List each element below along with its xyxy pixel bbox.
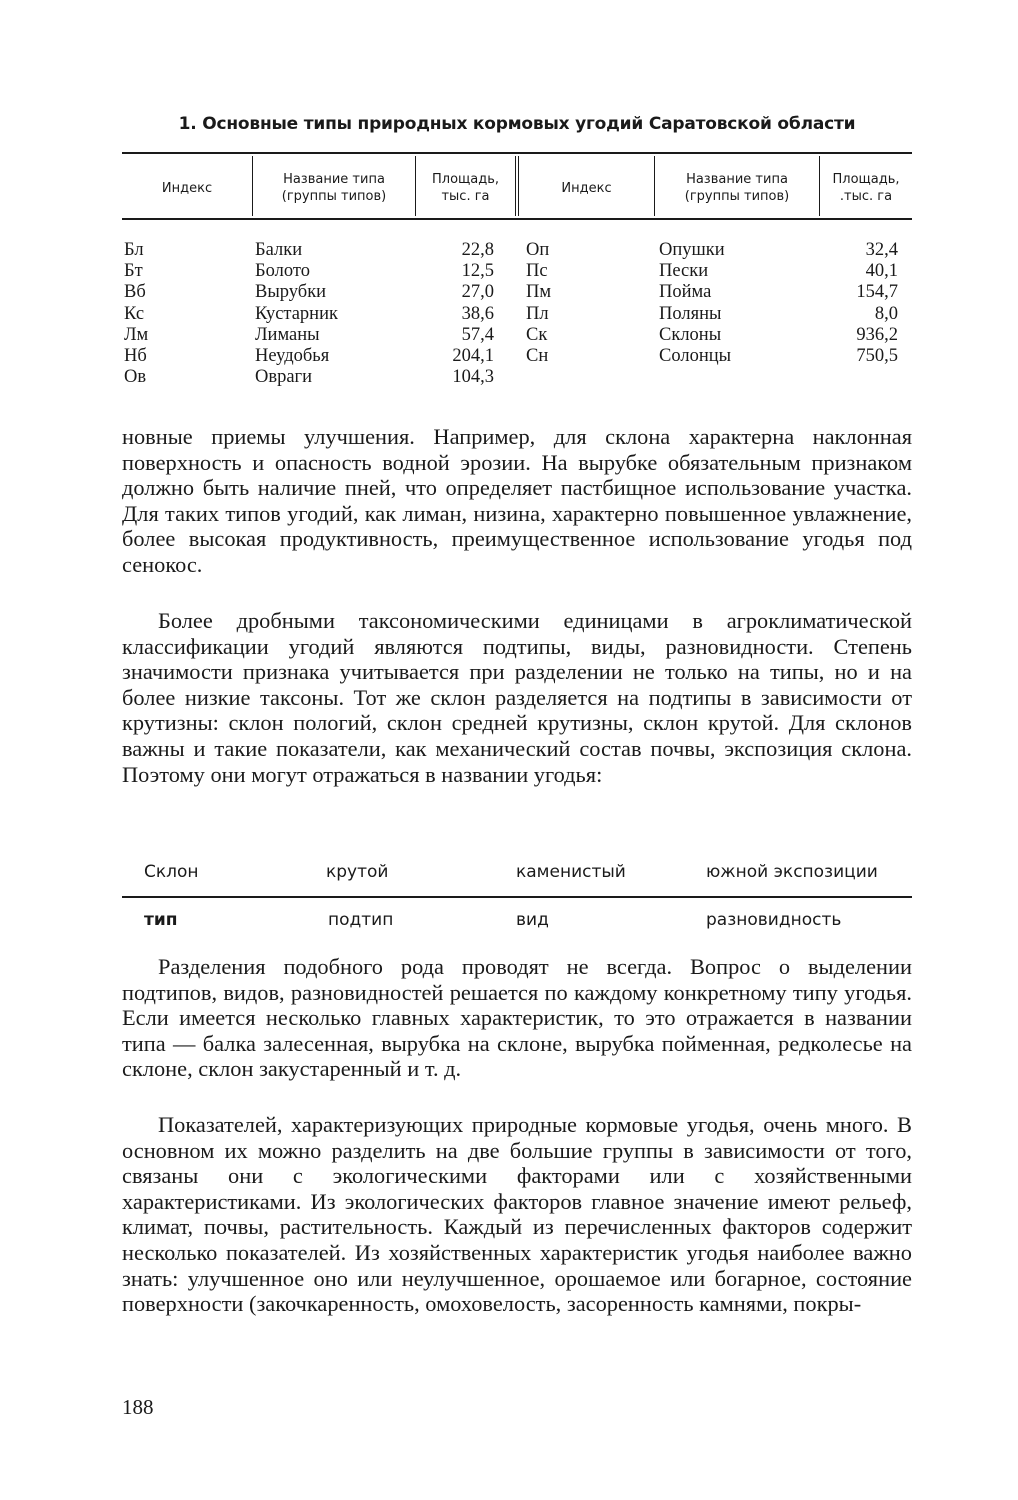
cell-area: 104,3 [452, 367, 494, 388]
table-row [122, 346, 912, 367]
header-area: Площадь, тыс. га [431, 172, 500, 204]
example-stony: каменистый [516, 862, 626, 882]
table-body [122, 240, 912, 388]
cell-index-2: Ск [526, 324, 548, 345]
cell-type-name: Балки [255, 240, 303, 260]
cell-area-2: 936,2 [856, 324, 898, 345]
text-block-2 [122, 608, 912, 787]
header-bottom-rule [122, 218, 912, 220]
cell-area-2: 154,7 [856, 282, 898, 303]
cell-index-2: Пм [526, 282, 552, 303]
cell-index-2: Сн [526, 345, 549, 366]
example-south-exposure: южной экспозиции [706, 862, 878, 882]
header-index-2: Индекс [561, 180, 612, 196]
paragraph: Показателей, характеризующих природные кормовые угодья, очень много. В основном их можно разделить на две большие группы в зависимости от того, связаны они с экологическими факторами или с хозяйственными характеристиками. Из экологических факторов главное значение имеют рельеф, климат, почвы, растительность. Каждый из перечисленных факторов содержит несколько показателей. Из хозяйственных характеристик угодья наиболее важно знать: улучшенное оно или неулучшенное, орошаемое или богарное, состояние поверхности (закочкаренность, омоховелость, засоренность камнями, покры- [122, 1112, 912, 1317]
cell-area-2: 32,4 [865, 240, 898, 260]
example-slope: Склон [144, 862, 199, 882]
level-species: вид [516, 910, 549, 930]
cell-area: 12,5 [461, 261, 494, 282]
cell-index-2: Пс [526, 261, 548, 282]
cell-area: 57,4 [461, 324, 494, 345]
header-area-2: Площадь, .тыс. га [832, 172, 900, 204]
paragraph: Более дробными таксономическими единицами в агроклиматической классификации угодий являются подтипы, виды, разновидности. Степень значимости признака учитывается при разделении не только на типы, но и на более низкие таксоны. Тот же склон разделяется на подтипы в зависимости от крутизны: склон пологий, склон средней крутизны, склон крутой. Для склонов важны и такие показатели, как механический состав почвы, экспозиция склона. Поэтому они могут отражаться в названии угодья: [122, 608, 912, 787]
cell-index-2: Пл [526, 303, 549, 324]
table-row [122, 261, 912, 282]
cell-type-name-2: Солонцы [659, 345, 732, 366]
header-type-name: Название типа (группы типов) [281, 172, 387, 204]
cell-type-name-2: Поляны [659, 303, 722, 324]
paragraph: новные приемы улучшения. Например, для склона характерна наклонная поверхность и опасность водной эрозии. На вырубке обязательным признаком должно быть наличие пней, что определяет пастбищное использование участка. Для таких типов угодий, как лиман, низина, характерно повышенное увлажнение, более высокая продуктивность, преимущественное использование угодья под сенокос. [122, 424, 912, 577]
text-block-1 [122, 424, 912, 578]
cell-index-2: Оп [526, 240, 550, 260]
column-divider [515, 156, 516, 216]
example-table-rule [122, 896, 912, 898]
cell-type-name: Овраги [255, 367, 313, 388]
page-number: 188 [122, 1395, 154, 1419]
table-top-rule [122, 152, 912, 154]
cell-index: Бт [124, 261, 143, 282]
text-block-4 [122, 1112, 912, 1317]
cell-type-name: Болото [255, 261, 310, 282]
cell-area-2: 40,1 [865, 261, 898, 282]
header-index: Индекс [161, 180, 213, 196]
cell-area-2: 8,0 [874, 303, 898, 324]
level-type: тип [144, 910, 178, 930]
example-steep: крутой [326, 862, 389, 882]
taxonomy-example-table [122, 858, 912, 938]
cell-index: Ов [124, 367, 147, 388]
header-type-name-2: Название типа (группы типов) [684, 172, 790, 204]
cell-index: Вб [124, 282, 146, 303]
table-row [122, 325, 912, 346]
table-row [122, 282, 912, 303]
cell-area: 38,6 [461, 303, 494, 324]
cell-index: Бл [124, 240, 144, 260]
level-subtype: подтип [328, 910, 394, 930]
cell-index: Кс [124, 303, 145, 324]
cell-type-name: Кустарник [255, 303, 338, 324]
table-row [122, 367, 912, 388]
cell-type-name-2: Склоны [659, 324, 722, 345]
text-block-3 [122, 954, 912, 1082]
cell-type-name: Лиманы [255, 324, 320, 345]
cell-type-name-2: Опушки [659, 240, 725, 260]
cell-area: 22,8 [461, 240, 494, 260]
cell-type-name-2: Пески [659, 261, 709, 282]
level-variety: разновидность [706, 910, 842, 930]
cell-type-name: Неудобья [255, 345, 330, 366]
table-caption: 1. Основные типы природных кормовых угодий Саратовской области [178, 114, 856, 134]
table-row [122, 240, 912, 261]
cell-area: 27,0 [461, 282, 494, 303]
cell-area-2: 750,5 [856, 345, 898, 366]
cell-index: Лм [124, 324, 149, 345]
cell-index: Нб [124, 345, 147, 366]
cell-area: 204,1 [452, 345, 494, 366]
cell-type-name-2: Пойма [659, 282, 712, 303]
paragraph: Разделения подобного рода проводят не всегда. Вопрос о выделении подтипов, видов, разновидностей решается по каждому конкретному типу угодья. Если имеется несколько главных характеристик, то это отражается в названии типа — балка залесенная, вырубка на склоне, вырубка пойменная, редколесье на склоне, склон закустаренный и т. д. [122, 954, 912, 1082]
table-row [122, 304, 912, 325]
cell-type-name: Вырубки [255, 282, 327, 303]
